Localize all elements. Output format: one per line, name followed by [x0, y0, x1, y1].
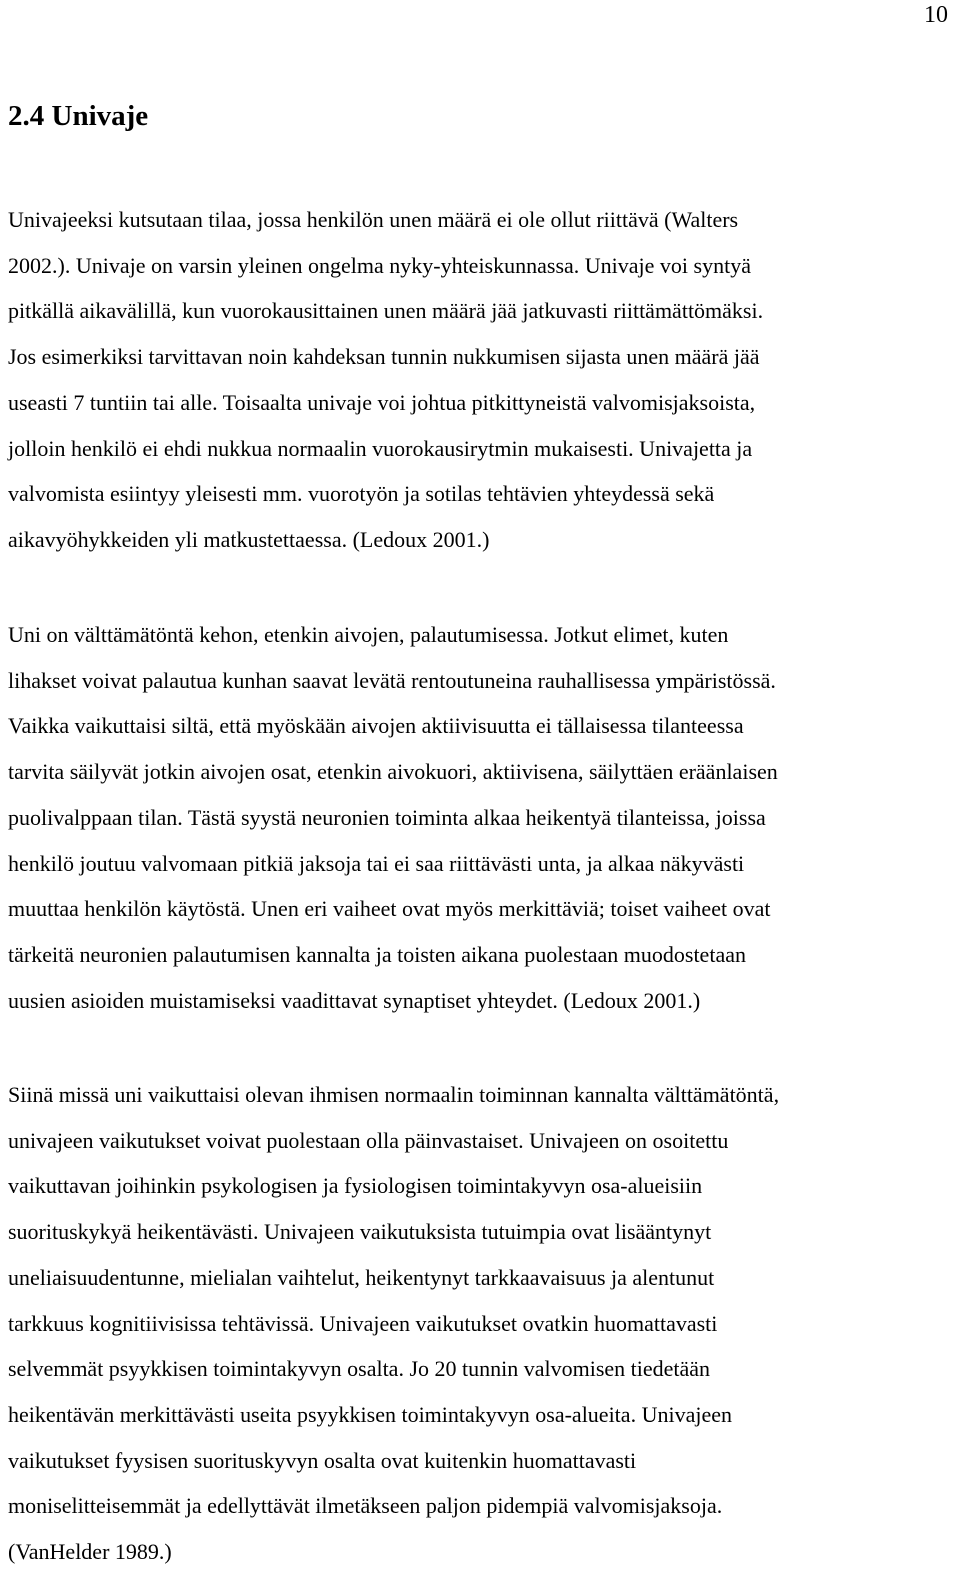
text-line: Univajeeksi kutsutaan tilaa, jossa henkilön unen määrä ei ole ollut riittävä (Walters: [8, 207, 739, 232]
text-line: Uni on välttämätöntä kehon, etenkin aivojen, palautumisessa. Jotkut elimet, kuten: [8, 622, 729, 647]
text-line: moniselitteisemmät ja edellyttävät ilmetäkseen paljon pidempiä valvomisjaksoja.: [8, 1493, 723, 1519]
text-line: aikavyöhykkeiden yli matkustettaessa. (Ledoux 2001.): [8, 526, 490, 552]
text-line: Jos esimerkiksi tarvittavan noin kahdeksan tunnin nukkumisen sijasta unen määrä jää: [8, 344, 760, 370]
text-line: tarvita säilyvät jotkin aivojen osat, etenkin aivokuori, aktiivisena, säilyttäen eräänlaisen: [8, 759, 778, 785]
text-line: heikentävän merkittävästi useita psyykkisen toimintakyvyn osa-alueita. Univajeen: [8, 1401, 732, 1427]
text-line: lihakset voivat palautua kunhan saavat levätä rentoutuneina rauhallisessa ympäristössä.: [8, 667, 776, 693]
text-line: selvemmät psyykkisen toimintakyvyn osalta. Jo 20 tunnin valvomisen tiedetään: [8, 1356, 711, 1382]
text-line: vaikuttavan joihinkin psykologisen ja fysiologisen toimintakyvyn osa-alueisiin: [8, 1173, 703, 1199]
text-line: henkilö joutuu valvomaan pitkiä jaksoja tai ei saa riittävästi unta, ja alkaa näkyvästi: [8, 850, 745, 876]
section-heading: 2.4 Univaje: [8, 100, 149, 132]
text-line: puolivalppaan tilan. Tästä syystä neuronien toiminta alkaa heikentyä tilanteissa, joissa: [8, 804, 766, 830]
text-line: vaikutukset fyysisen suorituskyvyn osalta ovat kuitenkin huomattavasti: [8, 1447, 637, 1473]
text-line: tärkeitä neuronien palautumisen kannalta ja toisten aikana puolestaan muodostetaan: [8, 941, 746, 967]
text-line: uusien asioiden muistamiseksi vaadittavat synaptiset yhteydet. (Ledoux 2001.): [8, 987, 701, 1013]
text-line: muuttaa henkilön käytöstä. Unen eri vaiheet ovat myös merkittäviä; toiset vaiheet ovat: [8, 896, 771, 922]
text-line: jolloin henkilö ei ehdi nukkua normaalin vuorokausirytmin mukaisesti. Univajetta ja: [8, 435, 753, 461]
text-line: pitkällä aikavälillä, kun vuorokausittainen unen määrä jää jatkuvasti riittämättömäksi.: [8, 298, 764, 324]
text-line: Siinä missä uni vaikuttaisi olevan ihmisen normaalin toiminnan kannalta välttämätöntä,: [8, 1082, 780, 1107]
text-line: suorituskykyä heikentävästi. Univajeen vaikutuksista tutuimpia ovat lisääntynyt: [8, 1219, 712, 1245]
page-number: 10: [924, 2, 948, 28]
text-line: tarkkuus kognitiivisissa tehtävissä. Univajeen vaikutukset ovatkin huomattavasti: [8, 1310, 718, 1336]
text-line: univajeen vaikutukset voivat puolestaan olla päinvastaiset. Univajeen on osoitettu: [8, 1127, 729, 1153]
text-line: valvomista esiintyy yleisesti mm. vuorotyön ja sotilas tehtävien yhteydessä sekä: [8, 481, 715, 507]
text-line: useasti 7 tuntiin tai alle. Toisaalta univaje voi johtua pitkittyneistä valvomisjaksoista,: [8, 389, 756, 415]
text-line: (VanHelder 1989.): [8, 1539, 172, 1564]
text-line: uneliaisuudentunne, mielialan vaihtelut, heikentynyt tarkkaavaisuus ja alentunut: [8, 1264, 715, 1290]
text-line: Vaikka vaikuttaisi siltä, että myöskään aivojen aktiivisuutta ei tällaisessa tilanteessa: [8, 713, 744, 739]
text-line: 2002.). Univaje on varsin yleinen ongelma nyky-yhteiskunnassa. Univaje voi syntyä: [8, 252, 751, 278]
